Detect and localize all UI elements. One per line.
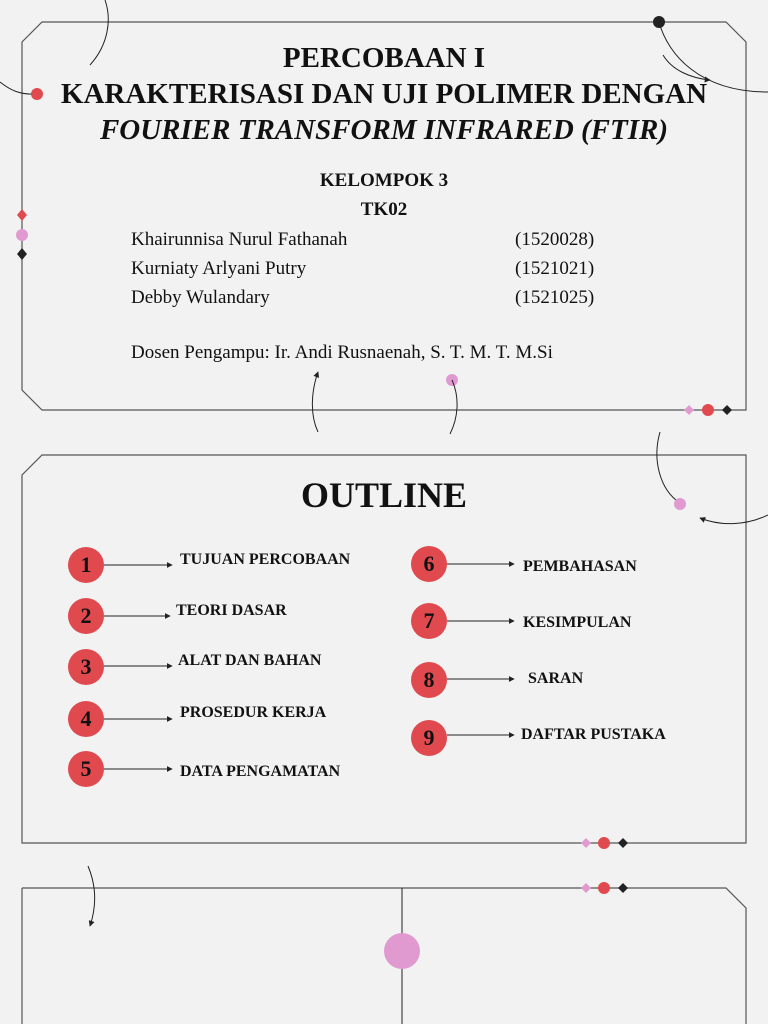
title-line-1: PERCOBAAN I <box>282 42 486 74</box>
member-name: Debby Wulandary <box>131 287 270 308</box>
outline-item-label[interactable]: DAFTAR PUSTAKA <box>521 726 666 743</box>
slide-3-frame <box>22 888 746 1024</box>
outline-item-label[interactable]: PROSEDUR KERJA <box>180 704 327 721</box>
outline-number-badge: 1 <box>68 547 104 583</box>
group-name: KELOMPOK 3 <box>319 170 449 191</box>
class-code: TK02 <box>360 199 408 220</box>
member-row <box>0 258 768 282</box>
outline-number-badge: 8 <box>411 662 447 698</box>
outline-item-label[interactable]: ALAT DAN BAHAN <box>178 652 322 669</box>
member-name: Khairunnisa Nurul Fathanah <box>131 229 348 250</box>
outline-number-badge: 6 <box>411 546 447 582</box>
title-line-2: KARAKTERISASI DAN UJI POLIMER DENGAN <box>60 78 708 110</box>
outline-item-label[interactable]: DATA PENGAMATAN <box>180 763 341 780</box>
title-line-3: FOURIER TRANSFORM INFRARED (FTIR) <box>99 114 669 146</box>
outline-number-badge: 4 <box>68 701 104 737</box>
outline-number-badge: 2 <box>68 598 104 634</box>
member-row <box>0 287 768 311</box>
lecturer-line: Dosen Pengampu: Ir. Andi Rusnaenah, S. T. M. T. M.Si <box>131 342 553 363</box>
outline-title: OUTLINE <box>300 475 468 515</box>
outline-number-badge: 9 <box>411 720 447 756</box>
outline-item-label[interactable]: TEORI DASAR <box>176 602 287 619</box>
outline-item-label[interactable]: PEMBAHASAN <box>523 558 637 575</box>
outline-item-label[interactable]: SARAN <box>528 670 584 687</box>
outline-item-label[interactable]: KESIMPULAN <box>523 614 632 631</box>
outline-number-badge: 3 <box>68 649 104 685</box>
pink-dot-ornament <box>384 933 420 969</box>
member-row <box>0 229 768 253</box>
outline-item-label[interactable]: TUJUAN PERCOBAAN <box>180 551 351 568</box>
member-id: (1521021) <box>515 258 595 279</box>
member-id: (1520028) <box>515 229 595 250</box>
member-id: (1521025) <box>515 287 595 308</box>
member-name: Kurniaty Arlyani Putry <box>131 258 307 279</box>
outline-number-badge: 7 <box>411 603 447 639</box>
outline-number-badge: 5 <box>68 751 104 787</box>
